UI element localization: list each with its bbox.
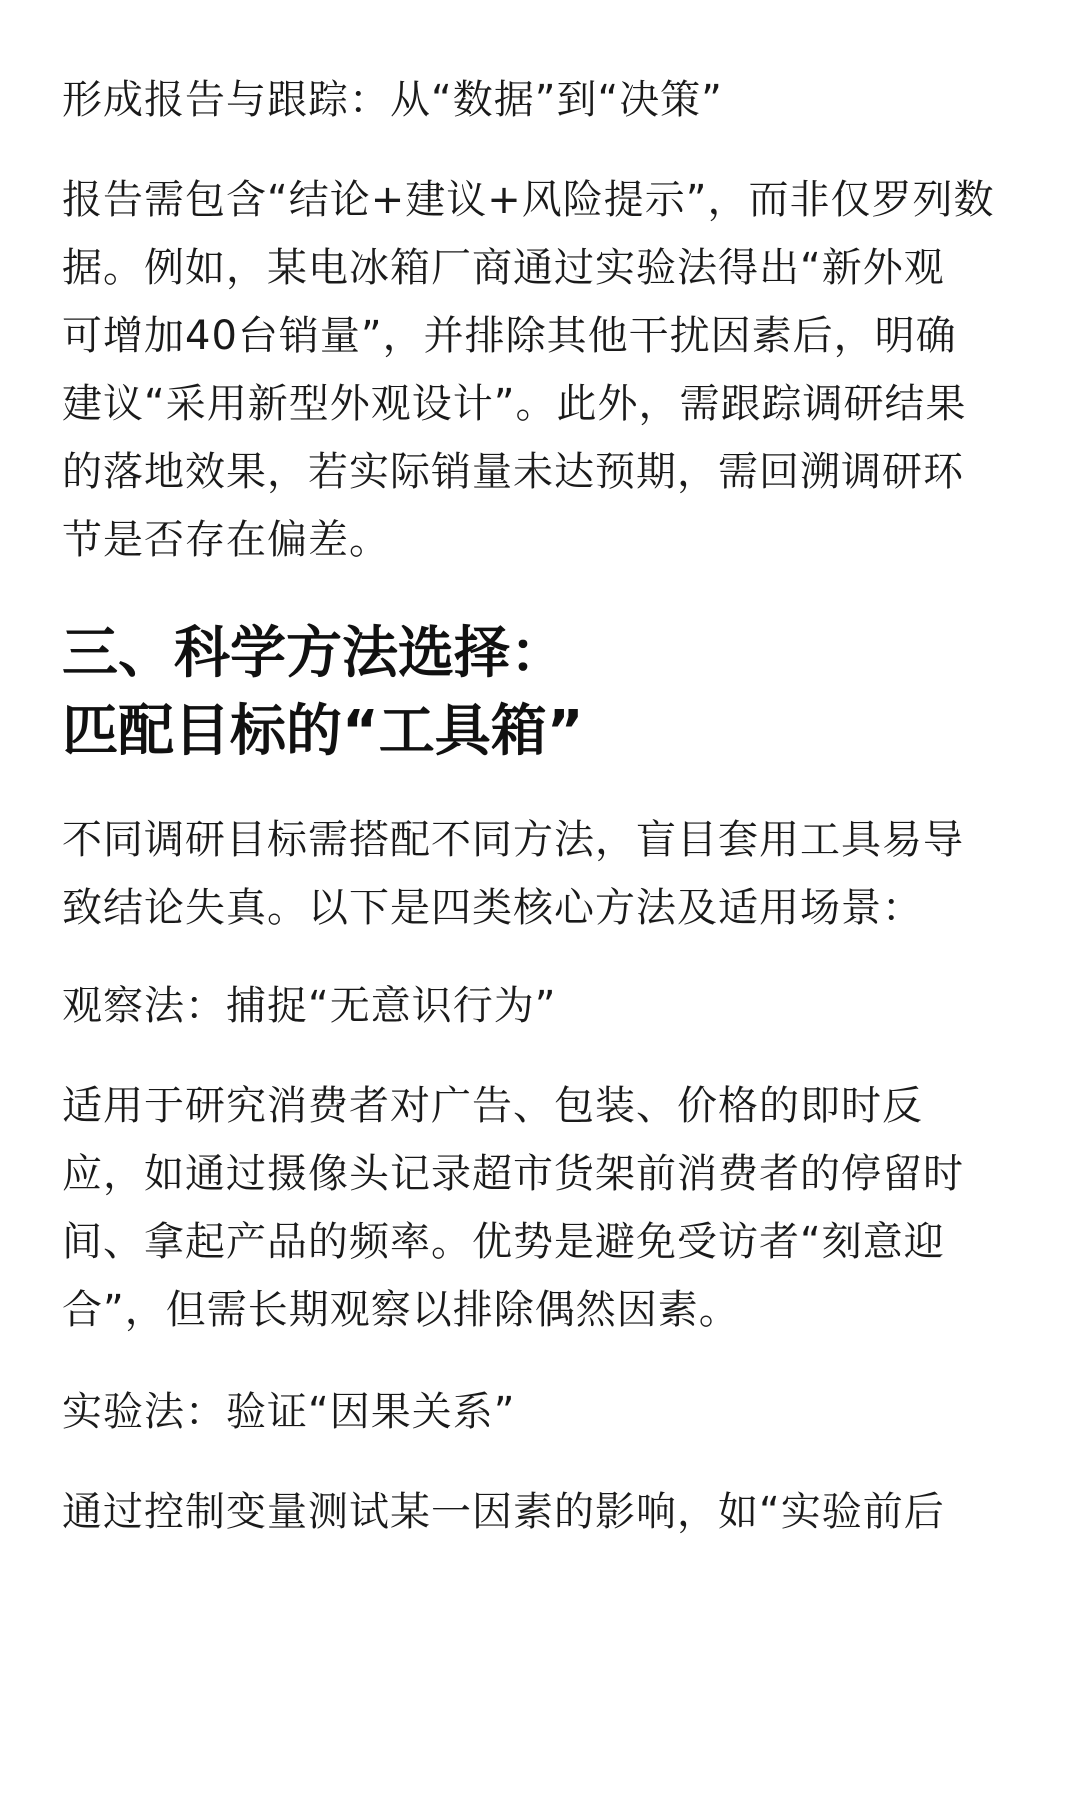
paragraph-line: 致结论失真。以下是四类核心方法及适用场景： [62,885,923,931]
paragraph-line: 适用于研究消费者对广告、包装、价格的即时反 [62,1083,923,1129]
paragraph-line: 的落地效果，若实际销量未达预期，需回溯调研环 [62,449,964,495]
paragraph-line: 应，如通过摄像头记录超市货架前消费者的停留时 [62,1151,964,1197]
section-heading-line: 三、科学方法选择： [62,621,566,686]
paragraph-line: 可增加40台销量”，并排除其他干扰因素后，明确 [62,313,957,359]
subheading-report-tracking: 形成报告与跟踪：从“数据”到“决策” [62,77,723,123]
section-heading-line: 匹配目标的“工具箱” [62,699,584,764]
paragraph-line: 合”，但需长期观察以排除偶然因素。 [62,1287,740,1333]
paragraph-line: 通过控制变量测试某一因素的影响，如“实验前后 [62,1489,945,1535]
paragraph-line: 据。例如，某电冰箱厂商通过实验法得出“新外观 [62,245,945,291]
subheading-experiment: 实验法：验证“因果关系” [62,1389,516,1435]
paragraph-line: 建议“采用新型外观设计”。此外，需跟踪调研结果 [62,381,967,427]
paragraph-line: 不同调研目标需搭配不同方法，盲目套用工具易导 [62,817,964,863]
paragraph-line: 节是否存在偏差。 [62,517,390,563]
paragraph-line: 间、拿起产品的频率。优势是避免受访者“刻意迎 [62,1219,945,1265]
paragraph-line: 报告需包含“结论+建议+风险提示”，而非仅罗列数 [62,177,995,223]
subheading-observation: 观察法：捕捉“无意识行为” [62,983,557,1029]
